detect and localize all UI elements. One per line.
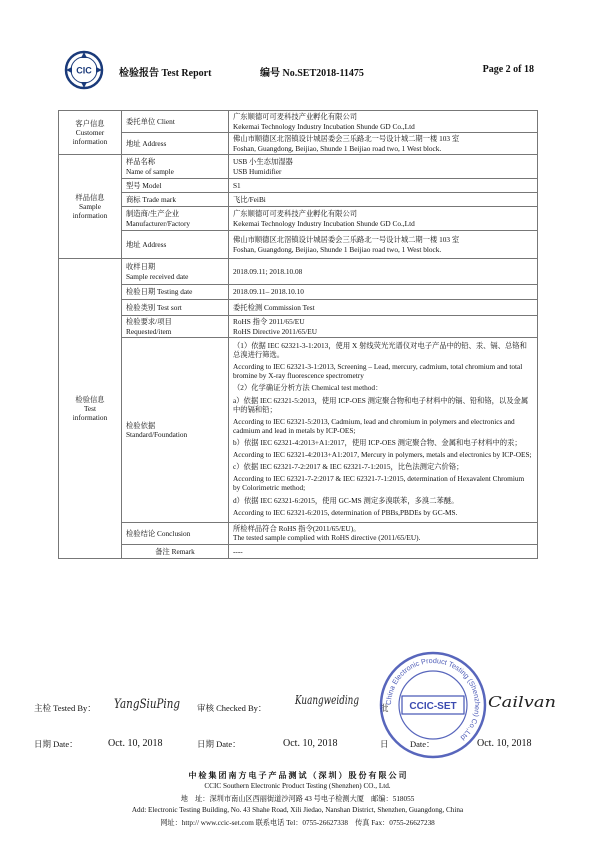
checked-signature-icon [293, 686, 363, 712]
conclusion-label: 检验结论 Conclusion [122, 522, 229, 544]
approved-signature-text: Cailvan [488, 693, 556, 711]
sample-name-label-en: Name of sample [126, 166, 174, 176]
report-number: 编号 No.SET2018-11475 [260, 68, 364, 79]
approved-by-label: 批 [380, 703, 389, 713]
report-header [64, 50, 544, 92]
date-label: 日期 Date： [197, 739, 241, 749]
sample-address-cn: 佛山市顺德区北滘镇设计城居委会三乐路北一号设计城二期一楼 103 室 [233, 235, 460, 245]
tested-signature-text: YangSiuPing [114, 697, 180, 712]
sample-address-label: 地址 Address [122, 231, 229, 259]
test-sort-label: 检验类别 Test sort [122, 300, 229, 316]
footer-address-en: Add: Electronic Testing Building, No. 43 Shahe Road, Xili Jiedao, Nanshan District, Shenzhen, Guangdong, China [131, 806, 464, 814]
requested-label-en: Requested/item [126, 326, 172, 336]
checked-by-label: 审核 Checked By： [197, 703, 267, 713]
footer-company-cn: 中 检 集 团 南 方 电 子 产 品 测 试 （ 深 圳 ） 股 份 有 限 公 司 [188, 771, 407, 780]
requested-label-cn: 检验要求/项目 [126, 317, 172, 327]
test-sort-value: 委托检测 Commission Test [229, 300, 538, 316]
foundation-paragraph: c）依据 IEC 62321-7-2:2017 & IEC 62321-7-1:2015，比色法测定六价铬； [233, 462, 464, 472]
foundation-label-en: Standard/Foundation [126, 429, 188, 439]
category-label: 检验信息 [75, 394, 105, 404]
table-row [59, 207, 538, 231]
category-label: Customer [75, 127, 105, 137]
category-label: information [72, 412, 108, 422]
table-row [59, 544, 538, 558]
table-row [59, 338, 538, 523]
footer-contact: 网址：http:// www.ccic-set.com 联系电话 Tel：0755-26627338 传真 Fax：0755-26627238 [160, 819, 435, 827]
category-label: Sample [79, 201, 101, 211]
manufacturer-label-cell [122, 207, 229, 231]
checked-date: Oct. 10, 2018 [283, 738, 338, 749]
requested-label-cell [122, 316, 229, 338]
date-label: 日期 Date： [34, 739, 78, 749]
customer-address-en: Foshan, Guangdong, Beijiao, Shunde 1 Beijiao road two, 1 West block. [233, 143, 442, 153]
foundation-paragraph: According to IEC 62321-3-1:2013, Screening – Lead, mercury, cadmium, total chromium and total bromine by X-ray fluorescence spectrometry [233, 362, 523, 381]
category-label: information [72, 211, 108, 221]
foundation-label-cn: 检验依据 [126, 420, 156, 430]
category-label: 样品信息 [75, 192, 105, 202]
conclusion-cn: 所检样品符合 RoHS 指令(2011/65/EU)。 [233, 524, 361, 534]
table-row [59, 285, 538, 300]
foundation-paragraph: According to IEC 62321-4:2013+A1:2017, Mercury in polymers, metals and electronics by ICP-OES; [233, 450, 532, 460]
test-category-cell [59, 259, 122, 559]
logo-text: CIC [76, 65, 92, 76]
footer-address-cn: 地 址：深圳市南山区西丽街道沙河路 43 号电子检测大厦 邮编：518055 [180, 795, 415, 803]
customer-address-label: 地址 Address [122, 133, 229, 155]
table-row [59, 259, 538, 285]
table-row [59, 231, 538, 259]
seal-outer-text: China Electronic Product Testing (Shenzhen) Co.,Ltd [383, 655, 483, 743]
foundation-paragraph: b）依据 IEC 62321-4:2013+A1:2017，使用 ICP-OES 测定聚合物、金属和电子材料中的汞； [233, 437, 522, 447]
foundation-label-cell [122, 338, 229, 523]
table-row [59, 133, 538, 155]
report-title: 检验报告 Test Report [119, 68, 212, 79]
checked-signature-text: Kuangweiding [294, 693, 360, 707]
table-row [59, 111, 538, 133]
seal-center-text: CCIC-SET [409, 701, 457, 712]
sample-name-cell [229, 155, 538, 179]
manufacturer-cn: 广东顺德可可麦科技产业孵化有限公司 [233, 209, 358, 219]
cic-logo-icon [64, 50, 104, 90]
sample-name-label-cn: 样品名称 [126, 157, 156, 167]
sample-name-cn: USB 小生态加湿器 [233, 157, 293, 167]
table-row [59, 522, 538, 544]
foundation-paragraph: （1）依据 IEC 62321-3-1:2013，使用 X 射线荧光光谱仪对电子产品中的铅、汞、镉、总铬和总溴进行筛选。 [233, 341, 527, 360]
received-label-en: Sample received date [126, 271, 189, 281]
model-label: 型号 Model [122, 179, 229, 193]
sample-name-label-cell [122, 155, 229, 179]
trademark-label: 商标 Trade mark [122, 193, 229, 207]
customer-address-cn: 佛山市顺德区北滘镇设计城居委会三乐路北一号设计城二期一楼 103 室 [233, 134, 460, 144]
approved-signature-icon [486, 688, 560, 714]
approved-date-label-tail: Date： [410, 739, 435, 749]
approved-date-label-head: 日 [380, 739, 389, 749]
client-name-en: Kekemai Technology Industry Incubation Shunde GD Co.,Ltd [233, 121, 415, 131]
manufacturer-en: Kekemai Technology Industry Incubation Shunde GD Co.,Ltd [233, 218, 415, 228]
requested-value-cell [229, 316, 538, 338]
customer-address-cell [229, 133, 538, 155]
category-label: 客户信息 [75, 118, 105, 128]
manufacturer-cell [229, 207, 538, 231]
received-label-cn: 收样日期 [126, 262, 156, 272]
sample-name-en: USB Humidifier [233, 166, 282, 176]
foundation-paragraph: （2）化学确证分析方法 Chemical test method： [233, 383, 383, 393]
client-label: 委托单位 Client [122, 111, 229, 133]
remark-value: ---- [229, 544, 538, 558]
client-name-cn: 广东顺德可可麦科技产业孵化有限公司 [233, 112, 358, 122]
requested-en: RoHS Directive 2011/65/EU [233, 326, 318, 336]
sample-address-en: Foshan, Guangdong, Beijiao, Shunde 1 Beijiao road two, 1 West block. [233, 244, 442, 254]
tested-date: Oct. 10, 2018 [108, 738, 163, 749]
table-row [59, 155, 538, 179]
table-row [59, 300, 538, 316]
trademark-value: 飞比/FeiBi [229, 193, 538, 207]
foundation-paragraph: a）依据 IEC 62321-5:2013，使用 ICP-OES 测定聚合物和电子材料中的镉、铅和铬，以及金属中的镉和铅； [233, 395, 529, 414]
foundation-paragraph: According to IEC 62321-6:2015, determination of PBBs,PBDEs by GC-MS. [233, 507, 458, 517]
foundation-paragraph: According to IEC 62321-7-2:2017 & IEC 62321-7-1:2015, determination of Hexavalent Chromium by Colorimetric method; [233, 474, 525, 493]
footer-company-en: CCIC Southern Electronic Product Testing (Shenzhen) CO., Ltd. [204, 782, 391, 790]
sample-address-cell [229, 231, 538, 259]
manufacturer-label-en: Manufacturer/Factory [126, 218, 191, 228]
conclusion-en: The tested sample complied with RoHS directive (2011/65/EU). [233, 533, 421, 543]
category-label: information [72, 137, 108, 147]
foundation-cell [229, 338, 538, 523]
foundation-paragraph: According to IEC 62321-5:2013, Cadmium, lead and chromium in polymers and electronics and cadmium and lead in metals by ICP-OES; [233, 416, 515, 435]
foundation-paragraph: d）依据 IEC 62321-6:2015，使用 GC-MS 测定多溴联苯，多溴二苯醚。 [233, 495, 459, 505]
table-row [59, 316, 538, 338]
sample-category-cell [59, 155, 122, 259]
customer-category-cell [59, 111, 122, 155]
report-info-table [58, 110, 538, 559]
model-value: S1 [229, 179, 538, 193]
conclusion-cell [229, 522, 538, 544]
table-row [59, 179, 538, 193]
client-value-cell [229, 111, 538, 133]
testing-date-label: 检验日期 Testing date [122, 285, 229, 300]
requested-cn: RoHS 指令 2011/65/EU [233, 317, 305, 327]
table-row [59, 193, 538, 207]
category-label: Test [83, 403, 97, 413]
received-label-cell [122, 259, 229, 285]
remark-label: 备注 Remark [122, 544, 229, 558]
tested-signature-icon [112, 692, 182, 714]
received-value: 2018.09.11; 2018.10.08 [229, 259, 538, 285]
testing-date-value: 2018.09.11– 2018.10.10 [229, 285, 538, 300]
approved-date: Oct. 10, 2018 [477, 738, 532, 749]
manufacturer-label-cn: 制造商/生产企业 [126, 209, 180, 219]
page-number: Page 2 of 18 [482, 64, 534, 75]
tested-by-label: 主检 Tested By： [34, 703, 96, 713]
